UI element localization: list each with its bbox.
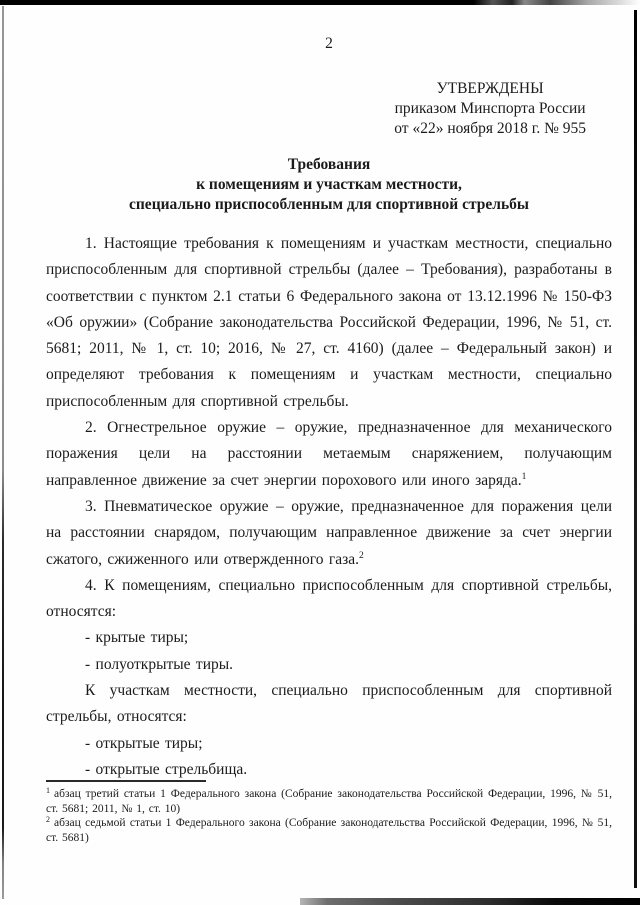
title-line-3: специально приспособленным для спортивной стрельбы: [129, 196, 529, 213]
scan-artifact-right-edge: [634, 10, 637, 888]
document-title: [46, 155, 612, 215]
footnote-2-text: абзац седьмой статьи 1 Федерального закона (Собрание законодательства Российской Федерации, 1996, № 51, ст. 5681): [46, 817, 612, 844]
footnote-2: [46, 816, 612, 845]
footnote-2-marker: 2: [46, 815, 50, 825]
document-content: [46, 0, 612, 783]
footnote-separator-rule: [46, 780, 206, 782]
title-line-1: Требования: [287, 156, 371, 173]
approval-block: [394, 79, 586, 139]
footnote-reference-1: 1: [521, 471, 527, 482]
footnotes-section: [46, 780, 612, 845]
footnote-1-marker: 1: [46, 786, 50, 795]
title-line-2: к помещениям и участкам местности,: [196, 176, 462, 193]
footnote-reference-2: 2: [358, 550, 364, 561]
paragraph-2: [46, 415, 612, 494]
scan-artifact-bottom-edge: [300, 898, 640, 905]
list-item-covered-ranges: - крытые тиры;: [85, 629, 189, 647]
paragraph-4: 4. К помещениям, специально приспособленным для спортивной стрельбы, относятся:: [46, 576, 612, 621]
footnote-1-text: абзац третий статьи 1 Федерального закона (Собрание законодательства Российской Федерации, 1996, № 51, ст. 5681; 2011, № 1, ст. 10): [46, 788, 612, 815]
paragraph-1: 1. Настоящие требования к помещениям и участкам местности, специально приспособленным для спортивной стрельбы (далее – Требования), разработаны в соответствии с пунктом 2.1 статьи 6 Федерального закона от 13.12.1996 № 150-ФЗ «Об оружии» (Собрание законодательства Российской Федерации, 1996, № 51, ст. 5681; 2011, № 1, ст. 10; 2016, № 27, ст. 4160) (далее – Федеральный закон) и определяют требования к помещениям и участкам местности, специально приспособленным для спортивной стрельбы.: [46, 235, 612, 410]
approval-line-date-number: от «22» ноября 2018 г. № 955: [394, 120, 586, 137]
scan-artifact-left-edge: [2, 6, 4, 899]
list-item-semi-open-ranges: - полуоткрытые тиры.: [85, 655, 234, 673]
paragraph-2-text: 2. Огнестрельное оружие – оружие, предназначенное для механического поражения цели на расстоянии метаемым снаряжением, получающим направленное движение за счет энергии порохового или иного заряда.: [46, 419, 612, 489]
approval-line-approved: УТВЕРЖДЕНЫ: [436, 80, 544, 97]
paragraph-5: К участкам местности, специально приспособленным для спортивной стрельбы, относятся:: [46, 682, 612, 726]
body-text: [46, 231, 612, 783]
paragraph-3-text: 3. Пневматическое оружие – оружие, предназначенное для поражения цели на расстоянии снарядом, получающим направленное движение за счет энергии сжатого, сжиженного или отвержденного газа.: [46, 497, 612, 568]
page-number: 2: [325, 35, 333, 52]
list-item-open-shooting-grounds: - открытые стрельбища.: [85, 760, 248, 778]
approval-line-order: приказом Минспорта России: [394, 100, 586, 117]
list-item-open-ranges: - открытые тиры;: [85, 734, 203, 752]
paragraph-3: [46, 494, 612, 573]
footnote-1: [46, 787, 612, 816]
